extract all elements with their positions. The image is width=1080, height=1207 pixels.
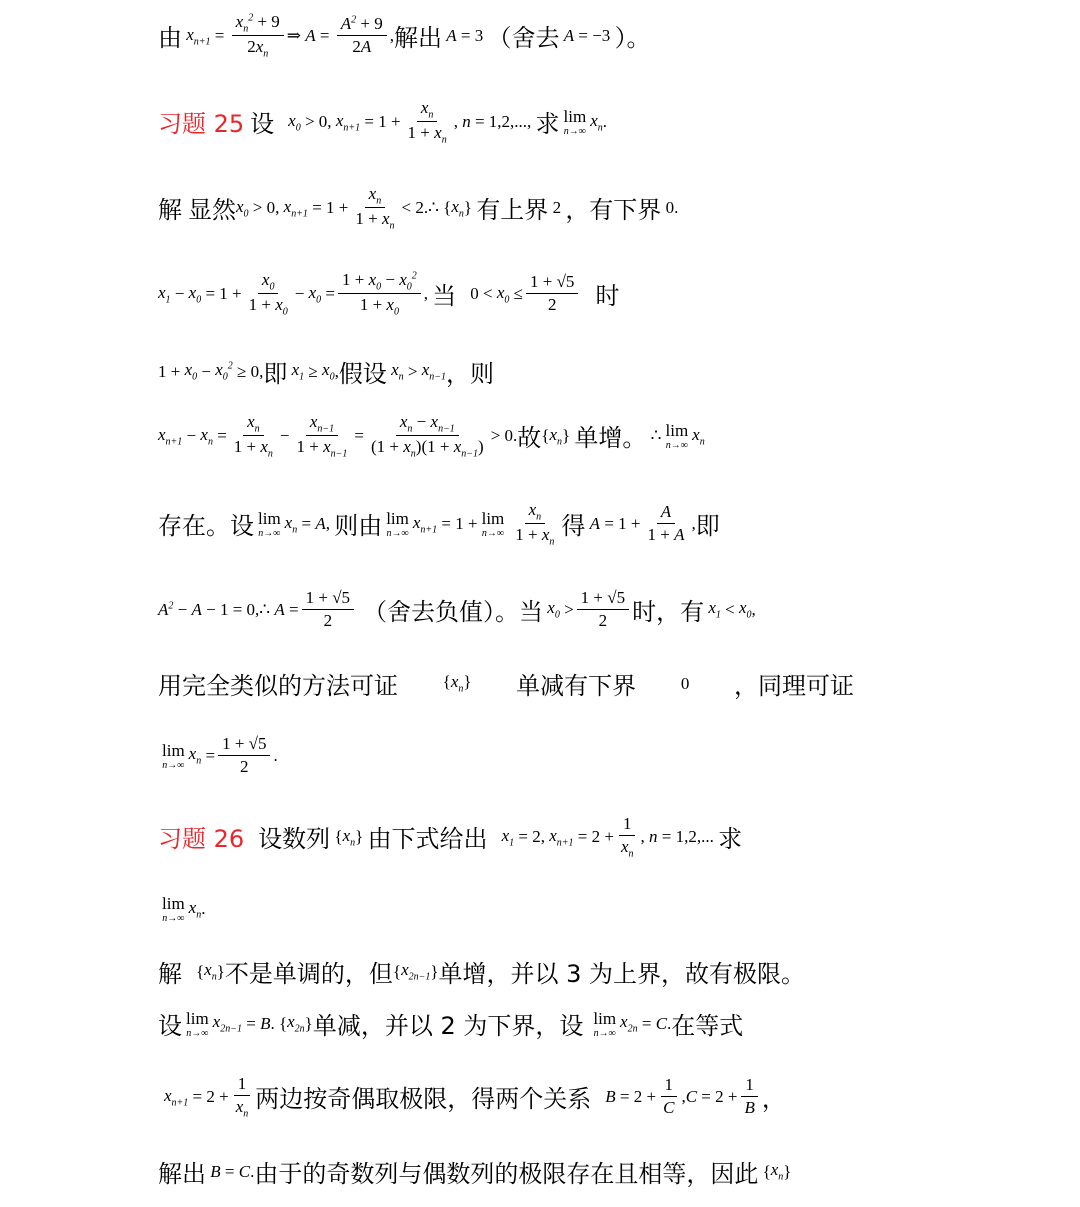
line-8: $A^2$ − A − 1 = 0,∴ A = $\frac{1 + √5}{2}$ （舍去负值）。当 $x_0$ > $\frac{1 + √5}{2}$ 时，有 $x_1$ < $x_0$ , — [158, 588, 756, 630]
line-16: 解出 B = C . 由于的奇数列与偶数列的极限存在且相等，因此 { $x_n$ } — [158, 1160, 792, 1188]
exercise-25-label: 习题 25 — [158, 110, 245, 139]
line-6: $x_{n+1}$ − $x_n$ = $\frac{x_n}{1 + x_n}$ − $\frac{x_{n-1}}{1 + x_{n-1}}$ = $\frac{x_n - x_{n-1}}{(1 + x_n)(1 + x_{n-1})}$ > 0. 故 { $x_n$ } 单增。 ∴ lim n→∞ $x_n$ — [158, 412, 705, 460]
exercise-26-statement: 习题 26 设数列 { $x_n$ } 由下式给出 $x_1$ = 2, $x_{n+1}$ = 2 + $\frac{1}{x_n}$ , n = 1,2,... 求 — [158, 814, 743, 860]
text-you: 由 — [158, 24, 182, 53]
exercise-25-statement: 习题 25 设 $x_0$ > 0, $x_{n+1}$ = 1 + $\frac{x_n}{1 + x_n}$ , n = 1,2,..., 求 lim n→∞ $x_n$ . — [158, 98, 607, 146]
line-5: 1 + $x_0$ − $x_0^2$ ≥ 0, 即 $x_1$ ≥ $x_0$ , 假设 $x_n$ > $x_{n-1}$ ，则 — [158, 360, 494, 388]
line-1: 由 $x_{n+1}$ = $\frac{x_n^2 + 9}{2x_n}$ ⇒ A = $\frac{A^2 + 9}{2A}$ , 解出 A = 3 （舍去 A = −3 ）。 — [158, 12, 651, 60]
line-12: lim n→∞ $x_n$ . — [162, 894, 206, 924]
line-4: $x_1$ − $x_0$ = 1 + $\frac{x_0}{1 + x_0}$ − $x_0$ = $\frac{1 + x_0 - x_0^2}{1 + x_0}$ , 当 0 < $x_0$ ≤ $\frac{1 + √5}{2}$ 时 — [158, 270, 620, 318]
line-10: lim n→∞ $x_n$ = $\frac{1 + √5}{2}$ . — [162, 734, 278, 776]
line-13: 解 { $x_n$ } 不是单调的，但 { $x_{2n-1}$ } 单增，并以 3 为上界，故有极限。 — [158, 960, 806, 988]
line-3: 解 显然 $x_0$ > 0, $x_{n+1}$ = 1 + $\frac{x_n}{1 + x_n}$ < 2.∴ { $x_n$ } 有上界 2 ，有下界 0. — [158, 184, 679, 232]
line-7: 存在。设 lim n→∞ $x_n$ = A , 则由 lim n→∞ $x_{n+1}$ = 1 + lim n→∞ $\frac{x_n}{1 + x_n}$ 得 A = 1 + $\frac{A}{1 + A}$ , 即 — [158, 500, 720, 548]
line-15: $x_{n+1}$ = 2 + $\frac{1}{x_n}$ 两边按奇偶取极限，得两个关系 B = 2 + $\frac{1}{C}$ , C = 2 + $\frac{1}{B}$ ， — [164, 1074, 786, 1120]
line-9: 用完全类似的方法可证 $\{x_n\}$ 单减有下界 0 ，同理可证 — [158, 672, 854, 700]
exercise-26-label: 习题 26 — [158, 825, 245, 854]
line-14: 设 lim n→∞ $x_{2n-1}$ = B . { $x_{2n}$ } 单减，并以 2 为下界，设 lim n→∞ $x_{2n}$ = C . 在等式 — [158, 1008, 744, 1040]
text-jiechu: 解出 — [394, 24, 442, 53]
